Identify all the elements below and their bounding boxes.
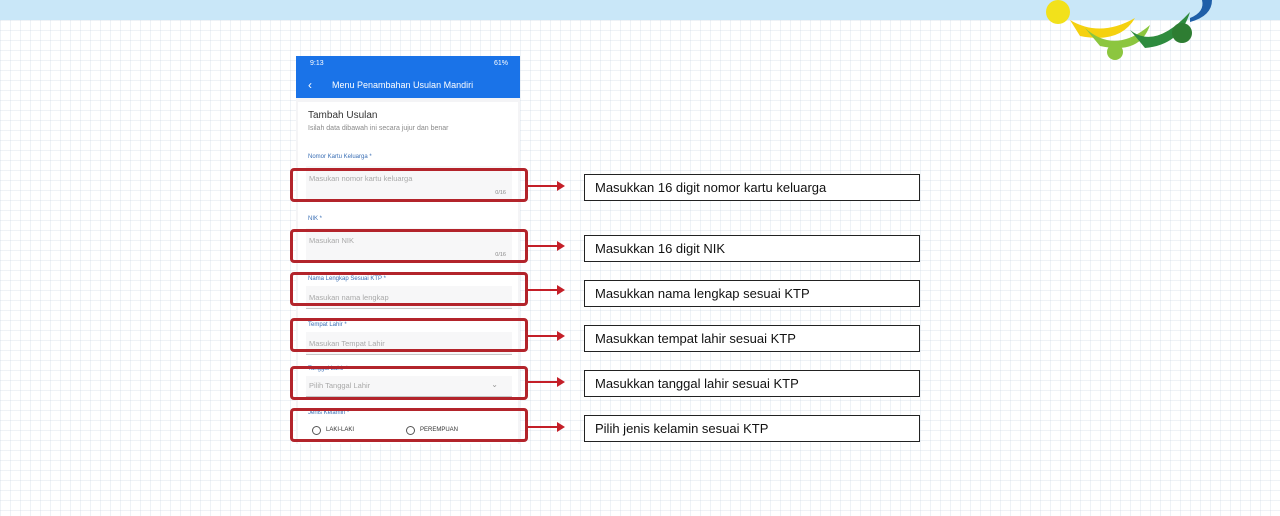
highlight-nik: [290, 229, 528, 263]
highlight-birthplace: [290, 318, 528, 352]
birthdate-label: Tanggal Lahir *: [308, 366, 349, 372]
arrow-birthdate: [528, 381, 558, 383]
full-name-label: Nama Lengkap Sesuai KTP *: [308, 276, 386, 282]
callout-nik: Masukkan 16 digit NIK: [584, 235, 920, 262]
highlight-kk: [290, 168, 528, 202]
arrow-full-name: [528, 289, 558, 291]
gender-label: Jenis Kelamin *: [308, 410, 350, 416]
chevron-down-icon: ⌄: [491, 380, 498, 389]
birthplace-label: Tempat Lahir *: [308, 322, 347, 328]
status-time: 9:13: [310, 60, 324, 67]
organization-logo: [1040, 0, 1250, 70]
callout-kk: Masukkan 16 digit nomor kartu keluarga: [584, 174, 920, 201]
callout-gender: Pilih jenis kelamin sesuai KTP: [584, 415, 920, 442]
callout-birthdate: Masukkan tanggal lahir sesuai KTP: [584, 370, 920, 397]
kk-label: Nomor Kartu Keluarga *: [308, 154, 372, 160]
arrow-nik: [528, 245, 558, 247]
arrow-birthplace: [528, 335, 558, 337]
nik-label: NIK *: [308, 216, 323, 222]
highlight-full-name: [290, 272, 528, 306]
arrow-back-icon[interactable]: ‹: [308, 78, 312, 92]
callout-birthplace: Masukkan tempat lahir sesuai KTP: [584, 325, 920, 352]
kk-placeholder: Masukan nomor kartu keluarga: [309, 174, 413, 183]
highlight-gender: [290, 408, 528, 442]
birthdate-placeholder: Pilih Tanggal Lahir: [309, 381, 371, 390]
status-bar: [296, 56, 520, 72]
app-bar: [296, 72, 520, 98]
birthplace-placeholder: Masukan Tempat Lahir: [309, 339, 385, 348]
arrow-gender: [528, 426, 558, 428]
form-title: Tambah Usulan: [308, 110, 378, 121]
kk-counter: 0/16: [495, 190, 506, 196]
app-title: Menu Penambahan Usulan Mandiri: [332, 80, 474, 90]
nik-placeholder: Masukan NIK: [309, 236, 355, 245]
battery-status: 61%: [493, 60, 508, 67]
arrow-kk: [528, 185, 558, 187]
nik-counter: 0/16: [495, 252, 506, 258]
radio-female-label: PEREMPUAN: [420, 427, 459, 433]
form-subtitle: Isilah data dibawah ini secara jujur dan benar: [308, 125, 449, 132]
full-name-placeholder: Masukan nama lengkap: [309, 293, 389, 302]
radio-male-label: LAKI-LAKI: [326, 427, 355, 433]
highlight-birthdate: [290, 366, 528, 400]
callout-full-name: Masukkan nama lengkap sesuai KTP: [584, 280, 920, 307]
